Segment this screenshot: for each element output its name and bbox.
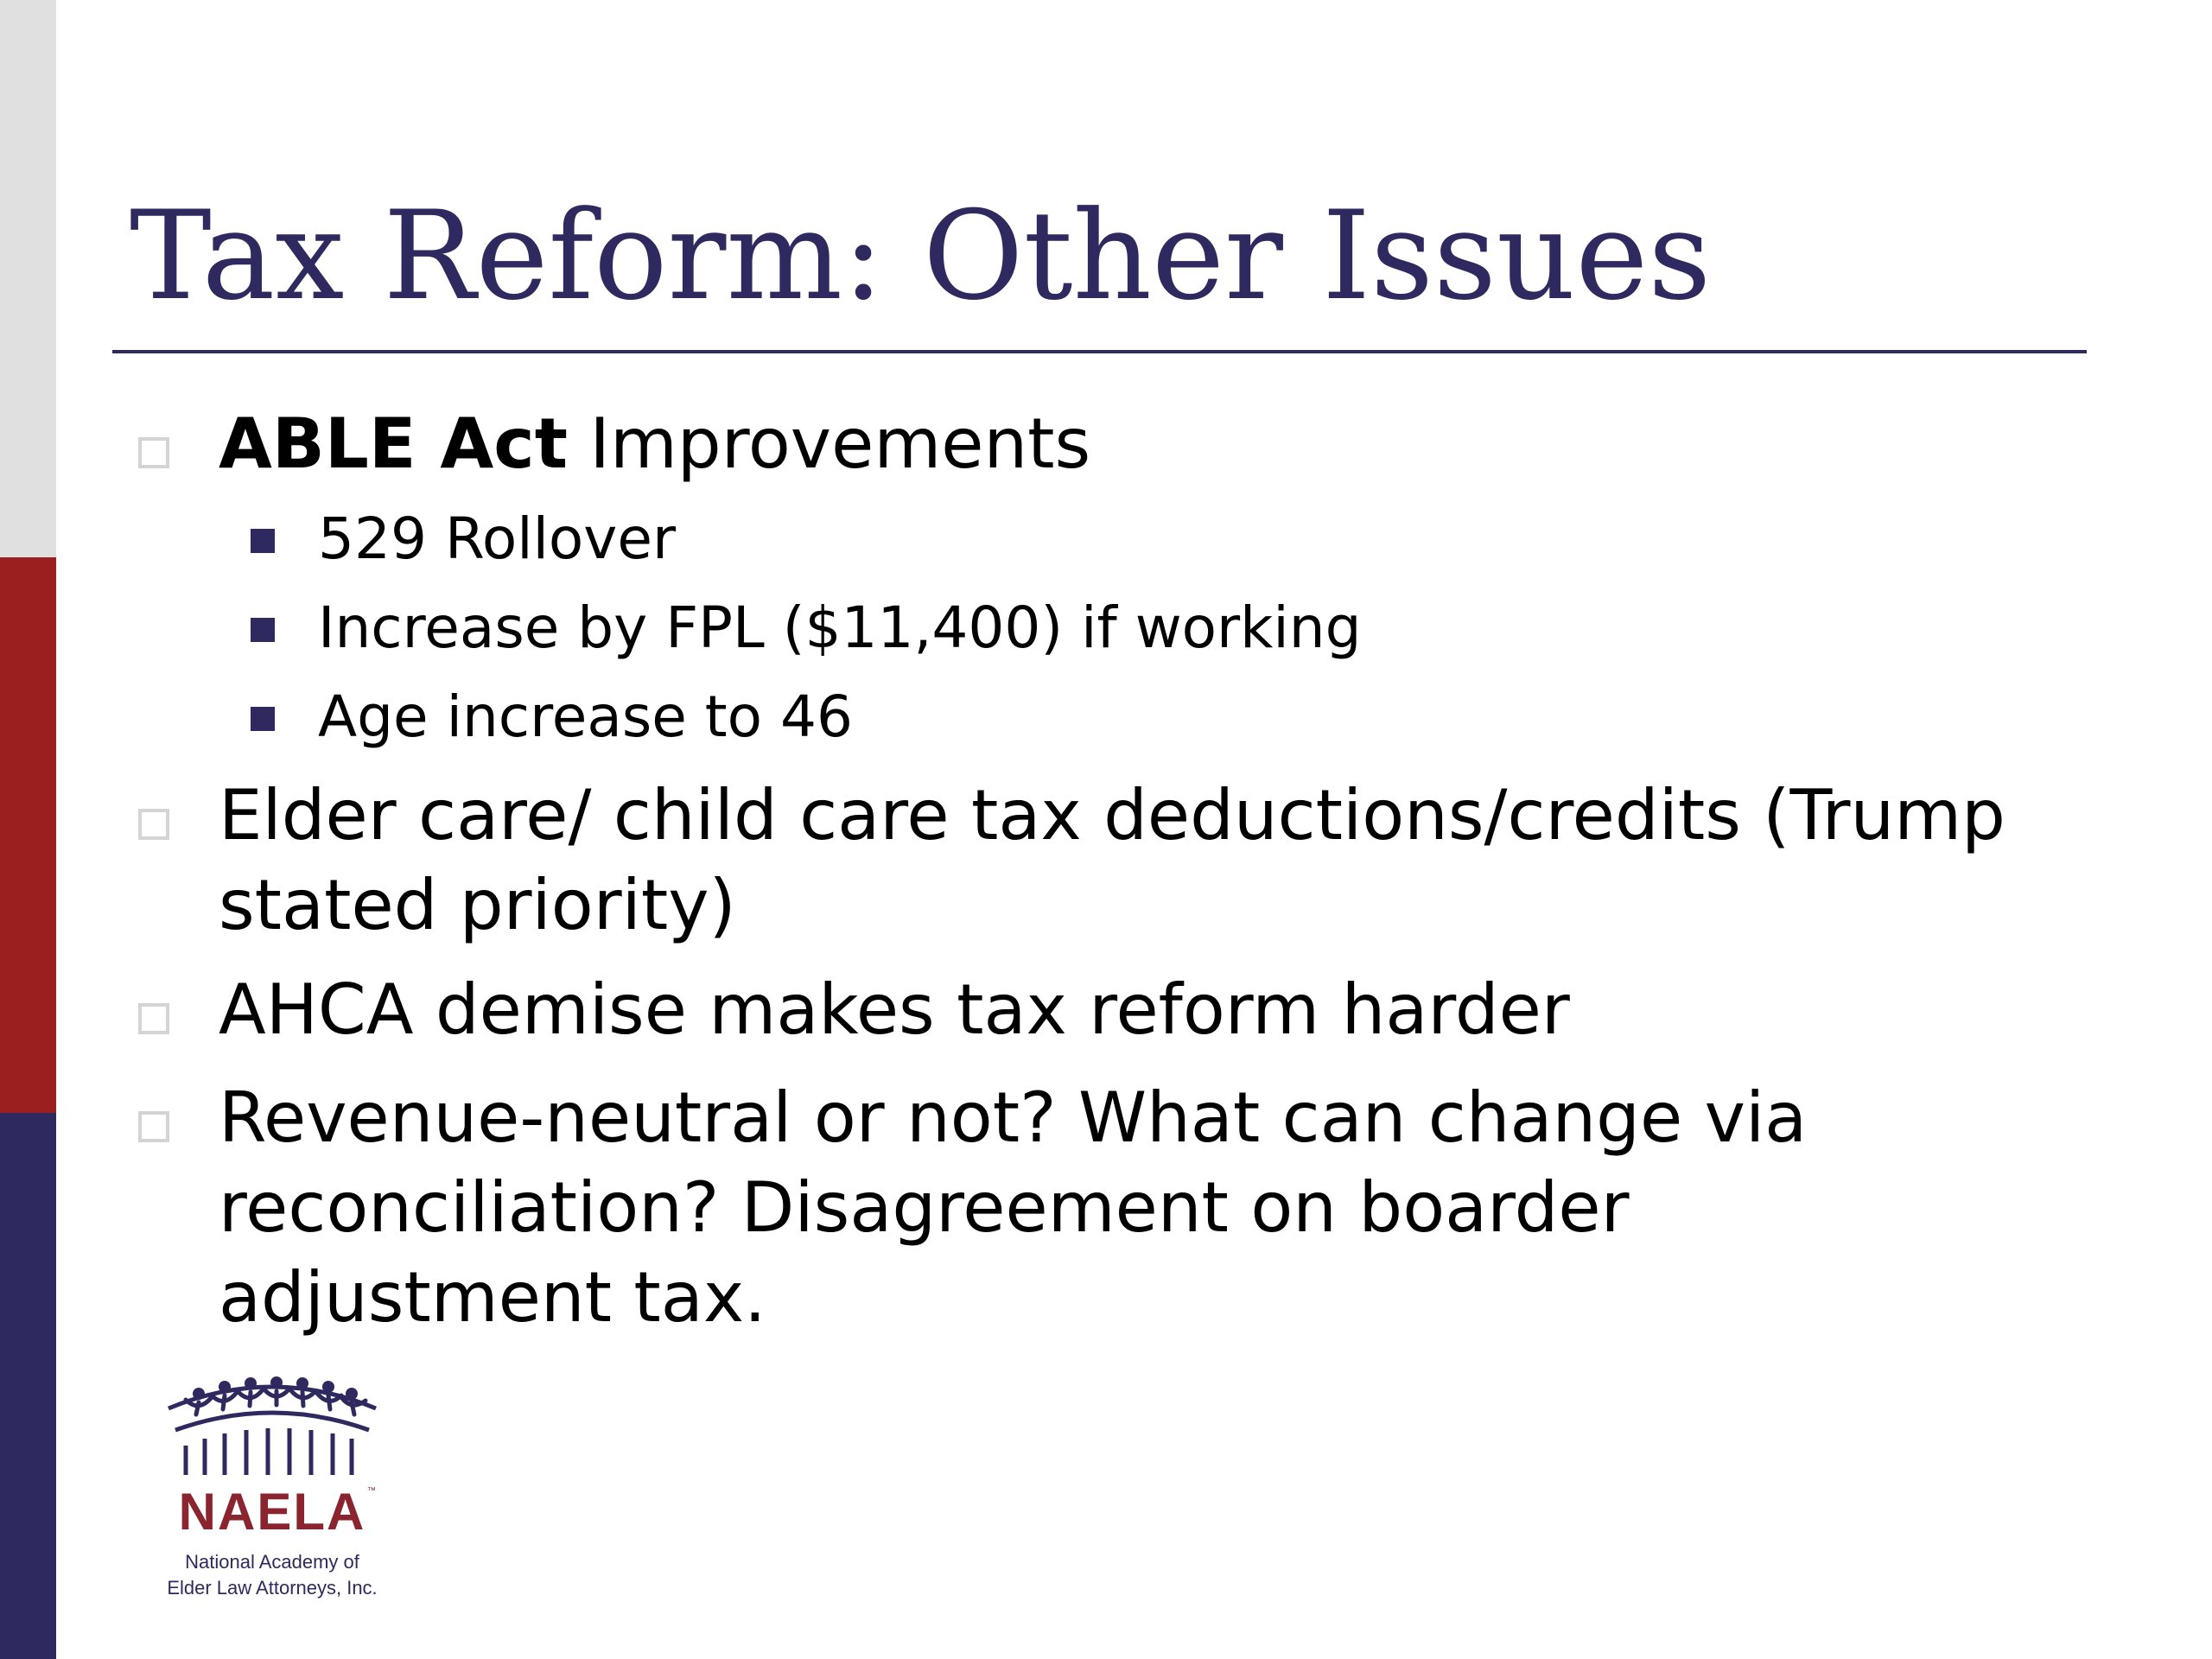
sub-bullet-text: Increase by FPL ($11,400) if working <box>318 594 1362 661</box>
bullet-text: Improvements <box>567 404 1091 484</box>
sub-bullet-text: 529 Rollover <box>318 505 677 572</box>
bullet-revenue-neutral <box>138 1073 2013 1343</box>
logo-trademark: ™ <box>367 1486 376 1496</box>
naela-logo <box>151 1370 393 1611</box>
square-bullet-icon <box>138 1111 169 1142</box>
bullet-ahca <box>138 965 2013 1055</box>
bullet-text: AHCA demise makes tax reform harder <box>219 969 1570 1050</box>
slide-title: Tax Reform: Other Issues <box>130 185 1712 327</box>
logo-name: NAELA <box>178 1483 366 1541</box>
naela-people-arch-logo-icon <box>151 1370 393 1491</box>
bullet-able-act <box>138 399 2013 489</box>
square-bullet-icon <box>138 437 169 468</box>
square-bullet-icon <box>138 1003 169 1034</box>
sub-bullet-fpl-increase <box>251 590 1979 666</box>
filled-square-bullet-icon <box>251 529 275 553</box>
bullet-text: Elder care/ child care tax deductions/credits (Trump stated priority) <box>219 775 2005 945</box>
logo-subtitle-line1: National Academy of <box>185 1551 359 1573</box>
filled-square-bullet-icon <box>251 618 275 642</box>
bullet-text: Revenue-neutral or not? What can change via reconciliation? Disagreement on boarder adjustment tax. <box>219 1077 1808 1338</box>
logo-subtitle-line2: Elder Law Attorneys, Inc. <box>167 1577 378 1599</box>
bullet-bold-text: ABLE Act <box>219 404 568 484</box>
bullet-elder-care <box>138 771 2013 950</box>
filled-square-bullet-icon <box>251 707 275 731</box>
square-bullet-icon <box>138 809 169 840</box>
sub-bullet-text: Age increase to 46 <box>318 683 854 750</box>
sub-bullet-age-increase <box>251 679 1979 755</box>
sub-bullet-529-rollover <box>251 501 1979 577</box>
